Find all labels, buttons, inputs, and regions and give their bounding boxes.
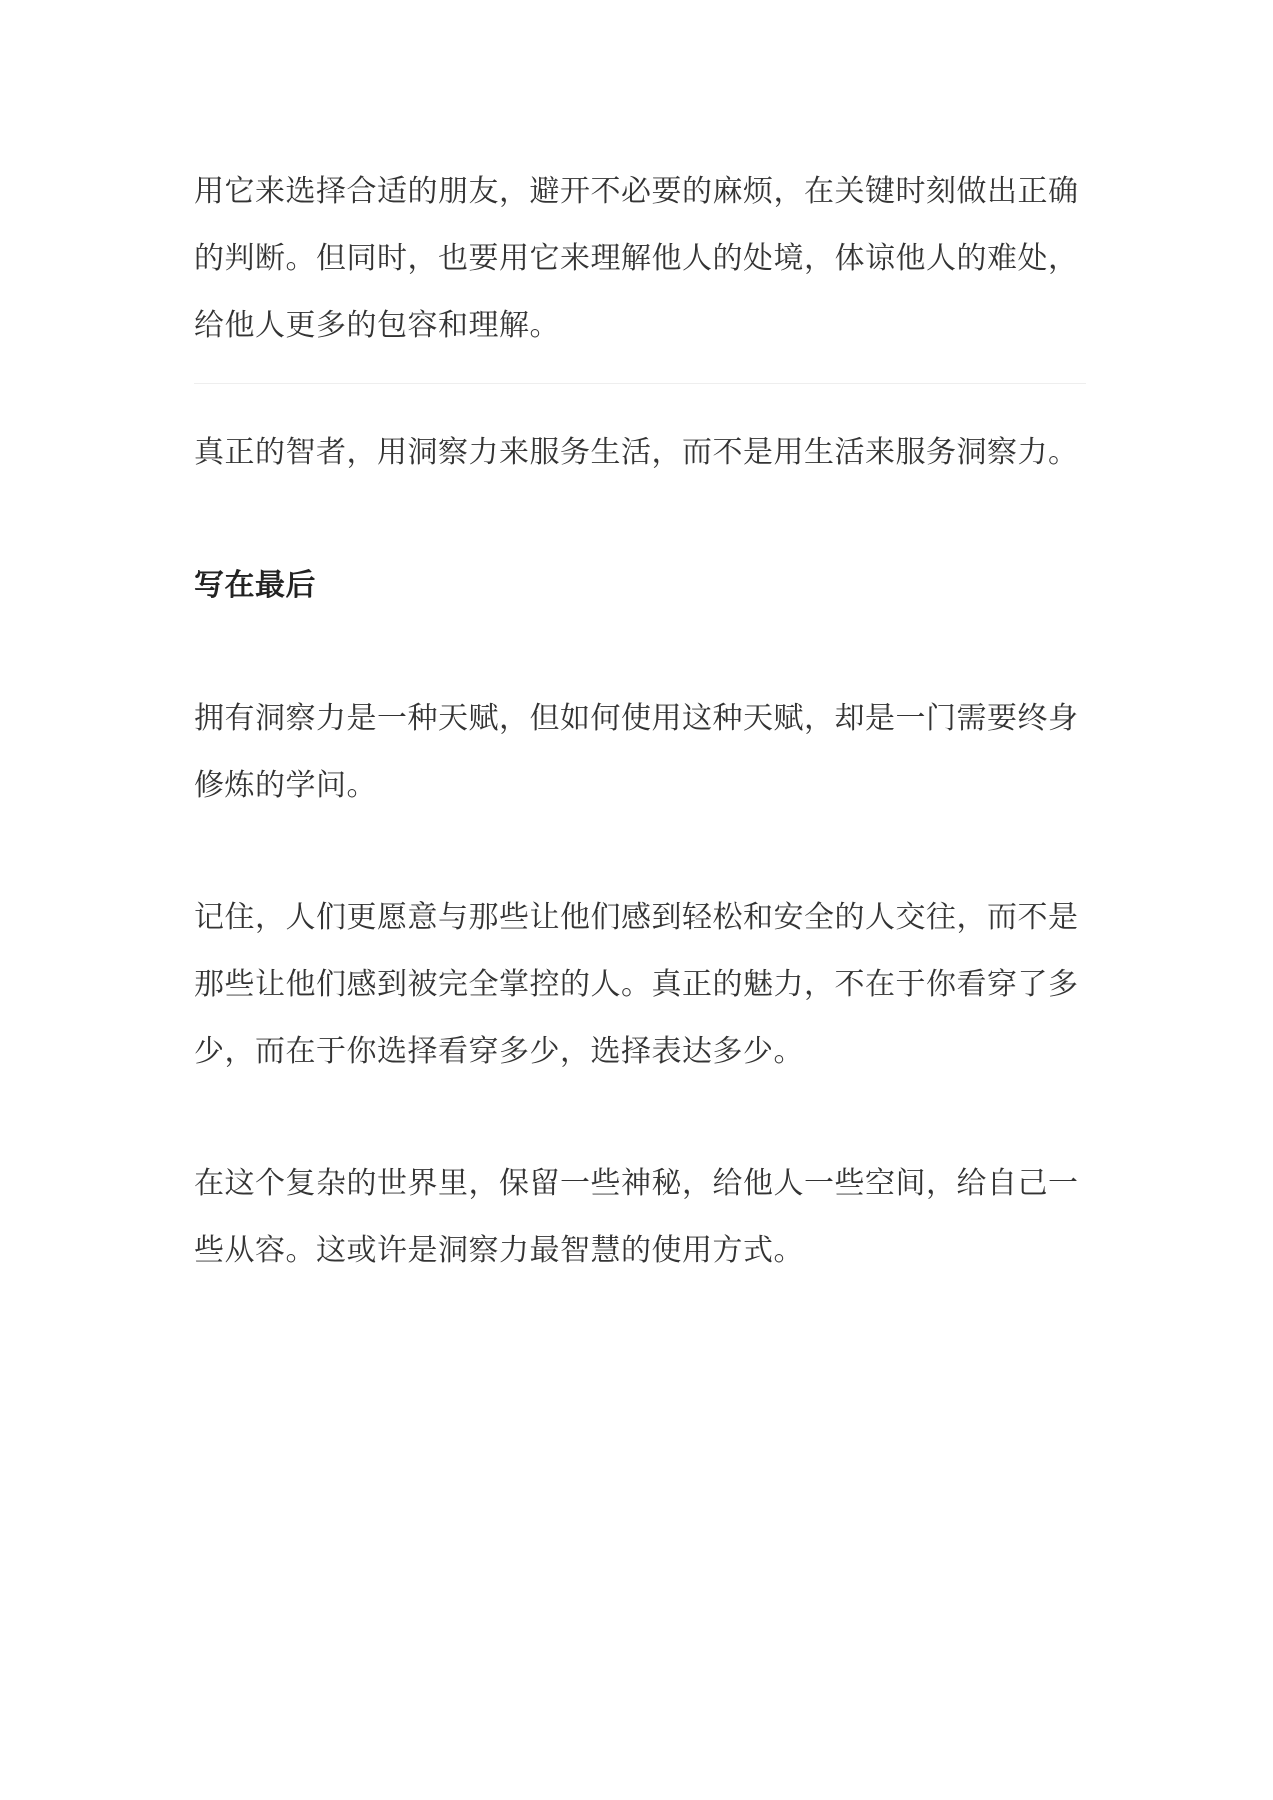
spacer [194,619,1086,685]
spacer [194,1085,1086,1150]
paragraph-3: 拥有洞察力是一种天赋，但如何使用这种天赋，却是一门需要终身修炼的学问。 [194,701,1079,803]
article-body [194,158,1086,1284]
paragraph-4: 记住，人们更愿意与那些让他们感到轻松和安全的人交往，而不是那些让他们感到被完全掌控的人。真正的魅力，不在于你看穿了多少，而在于你选择看穿多少，选择表达多少。 [194,900,1079,1069]
section-divider [194,383,1086,384]
section-heading: 写在最后 [194,568,316,603]
paragraph-5: 在这个复杂的世界里，保留一些神秘，给他人一些空间，给自己一些从容。这或许是洞察力最智慧的使用方式。 [194,1166,1079,1268]
paragraph-1: 用它来选择合适的朋友，避开不必要的麻烦，在关键时刻做出正确的判断。但同时，也要用它来理解他人的处境，体谅他人的难处，给他人更多的包容和理解。 [194,174,1079,343]
paragraph-2: 真正的智者，用洞察力来服务生活，而不是用生活来服务洞察力。 [194,435,1079,470]
spacer [194,819,1086,884]
spacer [194,486,1086,552]
